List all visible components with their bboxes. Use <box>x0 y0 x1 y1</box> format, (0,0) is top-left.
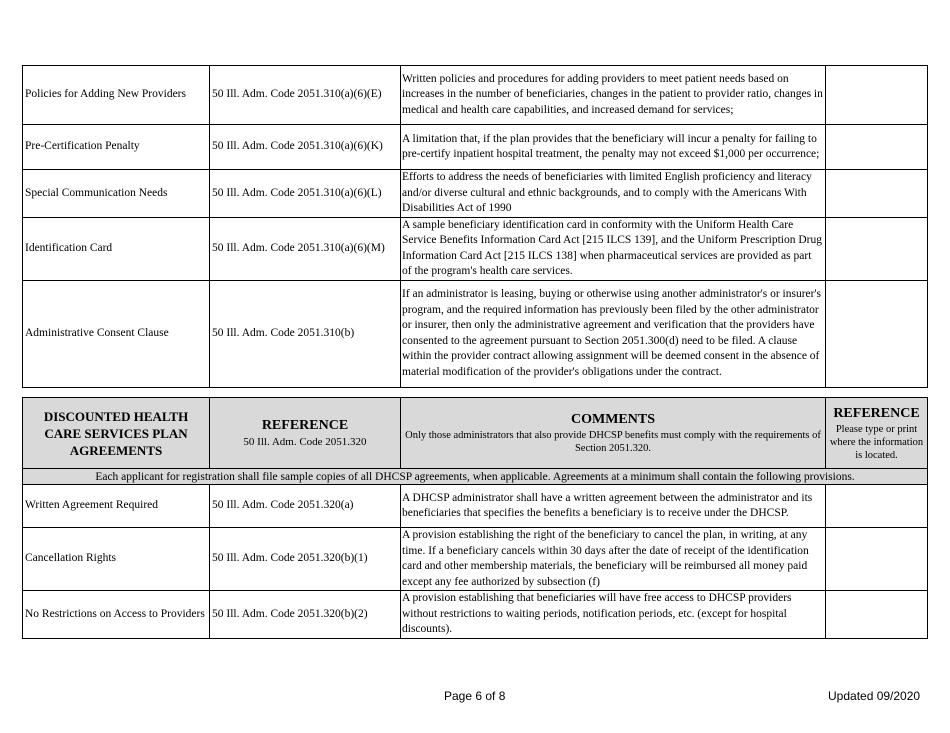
provider-requirements-table <box>22 65 928 388</box>
row-reference: 50 Ill. Adm. Code 2051.310(b) <box>210 280 401 387</box>
location-input-cell[interactable] <box>826 217 928 280</box>
row-label: Written Agreement Required <box>23 485 210 528</box>
row-reference: 50 Ill. Adm. Code 2051.310(a)(6)(M) <box>210 217 401 280</box>
location-input-cell[interactable] <box>826 485 928 528</box>
row-label: No Restrictions on Access to Providers <box>23 591 210 639</box>
row-comment: Written policies and procedures for adding providers to meet patient needs based on increases in the number of beneficiaries, changes in the patient to provider ratio, changes in medical and health care capabilities, and increased demand for services; <box>401 66 826 125</box>
row-comment: If an administrator is leasing, buying or otherwise using another administrator's or insurer's program, and the required information has previously been filed by the other administrator or insurer, then only the administrative agreement and verification that the providers have consented to the agreement pursuant to Section 2051.300(d) need to be filed. A clause within the provider contract allowing assignment will be deemed consent in the absence of material modification of the provider's obligations under the contract. <box>401 280 826 387</box>
row-comment: A DHCSP administrator shall have a written agreement between the administrator and its beneficiaries that specifies the benefits a beneficiary is to receive under the DHCSP. <box>401 485 826 528</box>
row-reference: 50 Ill. Adm. Code 2051.310(a)(6)(E) <box>210 66 401 125</box>
location-input-cell[interactable] <box>826 591 928 639</box>
table-row <box>23 217 928 280</box>
location-input-cell[interactable] <box>826 280 928 387</box>
table-row <box>23 170 928 218</box>
row-comment: Efforts to address the needs of beneficiaries with limited English proficiency and literacy and/or diverse cultural and ethnic backgrounds, and to comply with the Americans With Disabilities Act of 1990 <box>401 170 826 218</box>
location-input-cell[interactable] <box>826 528 928 591</box>
row-label: Special Communication Needs <box>23 170 210 218</box>
row-label: Administrative Consent Clause <box>23 280 210 387</box>
table-row <box>23 280 928 387</box>
location-input-cell[interactable] <box>826 125 928 170</box>
row-reference: 50 Ill. Adm. Code 2051.320(b)(2) <box>210 591 401 639</box>
section-notice: Each applicant for registration shall file sample copies of all DHCSP agreements, when applicable. Agreements at a minimum shall contain the following provisions. <box>23 469 928 485</box>
table-row <box>23 528 928 591</box>
notice-row <box>23 469 928 485</box>
location-header-label: REFERENCE <box>833 405 920 421</box>
dhcsp-agreements-table <box>22 397 928 639</box>
updated-date: Updated 09/2020 <box>828 689 921 703</box>
row-reference: 50 Ill. Adm. Code 2051.310(a)(6)(L) <box>210 170 401 218</box>
table-row <box>23 591 928 639</box>
row-reference: 50 Ill. Adm. Code 2051.320(b)(1) <box>210 528 401 591</box>
row-label: Identification Card <box>23 217 210 280</box>
section-title: DISCOUNTED HEALTH CARE SERVICES PLAN AGREEMENTS <box>23 398 210 469</box>
section-header-row <box>23 398 928 469</box>
table-row <box>23 485 928 528</box>
row-comment: A provision establishing the right of the beneficiary to cancel the plan, in writing, at any time. If a beneficiary cancels within 30 days after the date of receipt of the identification card and other membership materials, the beneficiary will be reimbursed all money paid except any fee authorized by subsection (f) <box>401 528 826 591</box>
location-input-cell[interactable] <box>826 170 928 218</box>
row-comment: A sample beneficiary identification card in conformity with the Uniform Health Care Service Benefits Information Card Act [215 ILCS 139], and the Uniform Prescription Drug Information Card Act [215 ILCS 138] when pharmaceutical services are provided as part of the program's health care services. <box>401 217 826 280</box>
row-comment: A provision establishing that beneficiaries will have free access to DHCSP providers without restrictions to waiting periods, notification periods, etc. (except for hospital discounts). <box>401 591 826 639</box>
location-header-note: Please type or print where the information is located. <box>829 423 924 461</box>
comments-header <box>401 398 826 469</box>
reference-header-label: REFERENCE <box>261 418 349 433</box>
comments-header-note: Only those administrators that also provide DHCSP benefits must comply with the requirements of Section 2051.320. <box>405 430 821 454</box>
reference-header <box>210 398 401 469</box>
location-header <box>826 398 928 469</box>
table-row <box>23 125 928 170</box>
row-reference: 50 Ill. Adm. Code 2051.320(a) <box>210 485 401 528</box>
row-label: Cancellation Rights <box>23 528 210 591</box>
row-label: Pre-Certification Penalty <box>23 125 210 170</box>
table-row <box>23 66 928 125</box>
location-input-cell[interactable] <box>826 66 928 125</box>
comments-header-label: COMMENTS <box>571 412 655 427</box>
reference-header-code: 50 Ill. Adm. Code 2051.320 <box>243 436 367 448</box>
row-reference: 50 Ill. Adm. Code 2051.310(a)(6)(K) <box>210 125 401 170</box>
page-number: Page 6 of 8 <box>444 689 506 703</box>
row-comment: A limitation that, if the plan provides that the beneficiary will incur a penalty for failing to pre-certify inpatient hospital treatment, the penalty may not exceed $1,000 per occurrence; <box>401 125 826 170</box>
row-label: Policies for Adding New Providers <box>23 66 210 125</box>
